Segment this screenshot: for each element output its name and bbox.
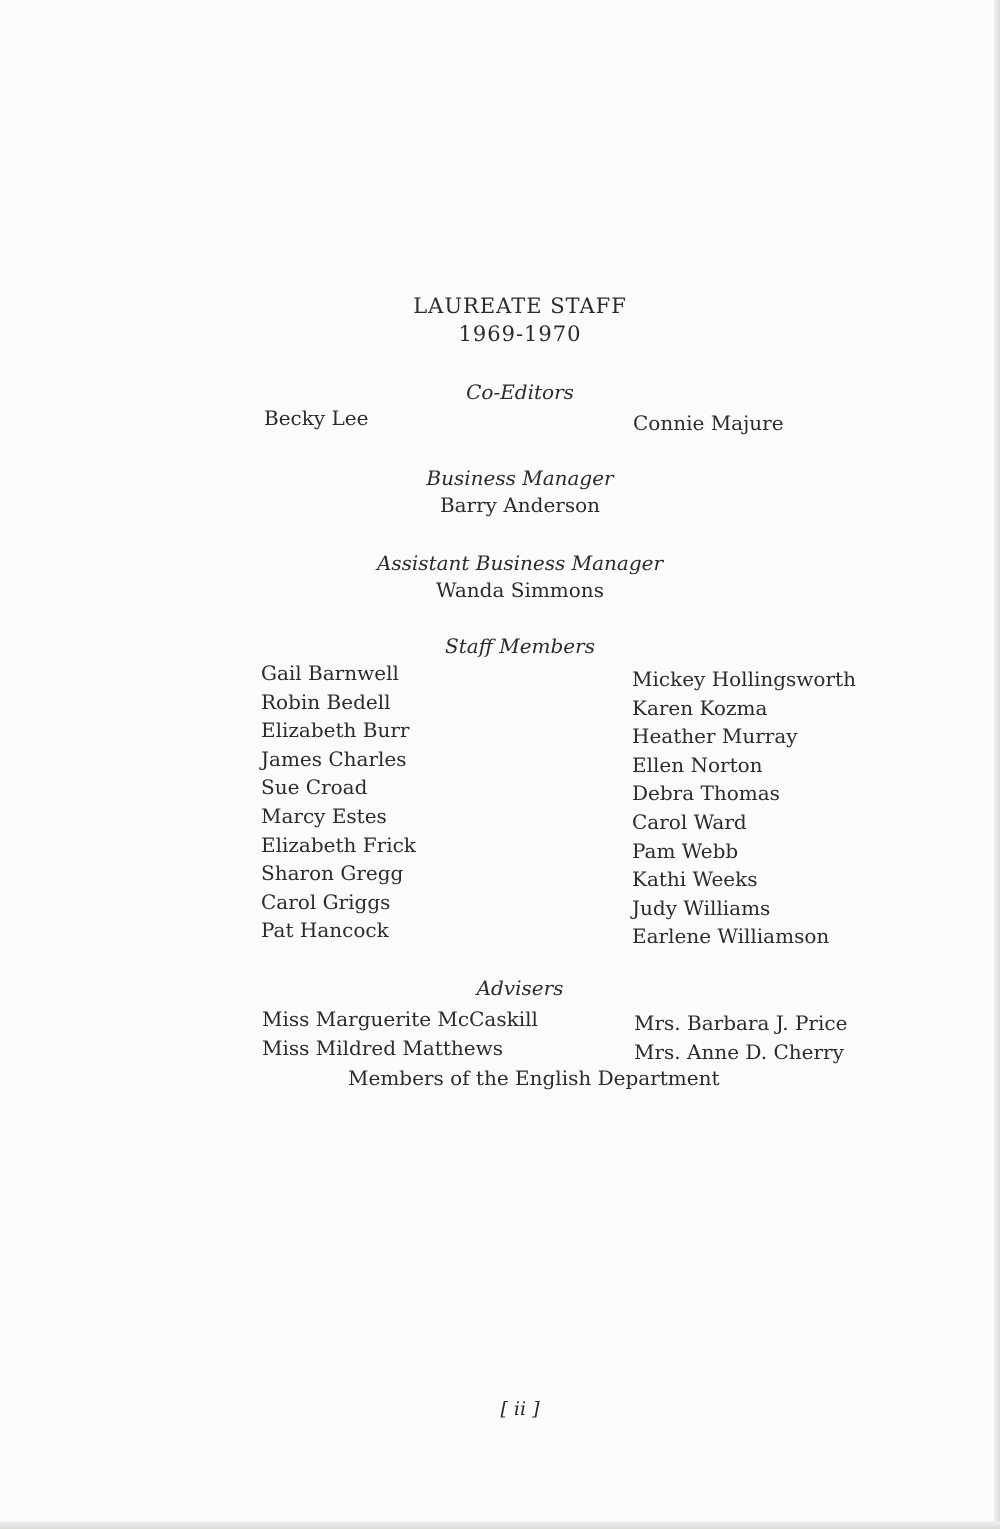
staff-member: Earlene Williamson [632, 924, 830, 949]
staff-member: Gail Barnwell [261, 661, 399, 685]
page-number: [ ii ] [500, 1398, 540, 1420]
staff-title: LAUREATE STAFF [413, 294, 627, 318]
staff-member: Kathi Weeks [632, 867, 758, 892]
staff-member: Carol Griggs [261, 889, 391, 914]
staff-member: Pam Webb [632, 838, 739, 863]
adviser: Mrs. Anne D. Cherry [634, 1039, 844, 1064]
staff-member: Elizabeth Burr [261, 718, 410, 743]
staff-member: Mickey Hollingsworth [632, 667, 856, 691]
co-editors-label: Co-Editors [466, 380, 574, 404]
staff-member: Carol Ward [632, 809, 747, 834]
assistant-business-manager-name: Wanda Simmons [436, 578, 604, 602]
staff-year: 1969-1970 [458, 322, 582, 346]
staff-member: Pat Hancock [261, 918, 389, 943]
page-edge-right [994, 0, 1000, 1529]
advisers-right-column [634, 1009, 847, 1066]
staff-member: Judy Williams [632, 895, 771, 920]
staff-member: Elizabeth Frick [261, 832, 416, 857]
staff-member: Marcy Estes [261, 803, 387, 828]
co-editor-right: Connie Majure [633, 411, 784, 435]
assistant-business-manager-label: Assistant Business Manager [376, 551, 664, 575]
staff-members-right-column [632, 665, 856, 951]
page-edge-bottom [0, 1521, 1000, 1529]
business-manager-label: Business Manager [426, 466, 614, 490]
staff-member: Sue Croad [261, 775, 368, 800]
staff-member: Robin Bedell [261, 689, 391, 714]
staff-member: Karen Kozma [632, 695, 768, 720]
adviser: Miss Mildred Matthews [262, 1035, 503, 1060]
staff-member: Heather Murray [632, 724, 798, 749]
staff-member: Debra Thomas [632, 781, 780, 806]
advisers-label: Advisers [476, 976, 564, 1000]
advisers-left-column [262, 1005, 538, 1062]
staff-members-label: Staff Members [445, 634, 595, 658]
staff-member: Ellen Norton [632, 752, 763, 777]
business-manager-name: Barry Anderson [439, 493, 601, 517]
staff-member: James Charles [261, 746, 407, 771]
adviser: Mrs. Barbara J. Price [634, 1011, 848, 1035]
staff-member: Sharon Gregg [261, 861, 404, 886]
adviser: Miss Marguerite McCaskill [262, 1007, 538, 1031]
staff-members-left-column [261, 659, 416, 945]
co-editor-left: Becky Lee [264, 406, 369, 430]
advisers-footer: Members of the English Department [348, 1066, 720, 1090]
